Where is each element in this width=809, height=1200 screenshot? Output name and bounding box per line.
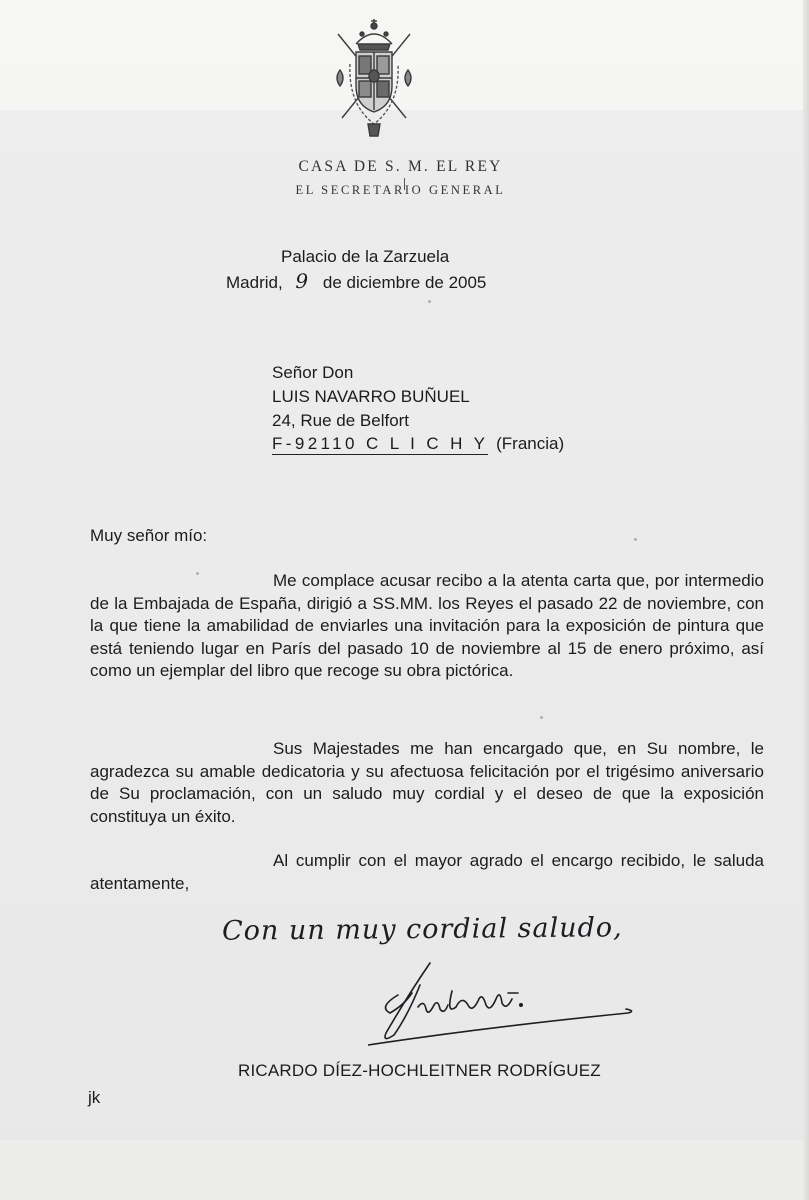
royal-crest-icon [326, 14, 422, 142]
signer-name: RICARDO DÍEZ-HOCHLEITNER RODRÍGUEZ [238, 1061, 601, 1080]
date-city: Madrid, [226, 273, 283, 292]
typist-initials: jk [88, 1088, 101, 1107]
scan-speck [540, 716, 543, 719]
salutation: Muy señor mío: [90, 526, 208, 545]
paragraph-2-text: Sus Majestades me han encargado que, en Su nombre, le agradezca su amable dedicatoria y su afectuosa felicitación por el trigésimo aniversario de Su proclamación, con un saludo muy cordial y el deseo de que la exposición constituya un éxito. [90, 739, 764, 826]
paragraph-1-text: Me complace acusar recibo a la atenta carta que, por intermedio de la Embajada de España, dirigió a SS.MM. los Reyes el pasado 22 de noviembre, con la que tiene la amabilidad de enviarles una invitación para la exposición de pintura que está teniendo lugar en París del pasado 10 de noviembre al 15 de enero próximo, así como un ejemplar del libro que recoge su obra pictórica. [90, 571, 764, 681]
scan-speck [428, 300, 431, 303]
letterhead-office: EL SECRETARIO GENERAL [295, 183, 506, 197]
scan-speck [196, 572, 199, 575]
scan-speck [634, 538, 637, 541]
recipient-country: (Francia) [496, 434, 565, 453]
paragraph-3-text: Al cumplir con el mayor agrado el encargo recibido, le saluda atentamente, [90, 851, 764, 893]
date-day-handwritten: 9 [295, 269, 309, 293]
paragraph-1 [90, 570, 764, 683]
recipient-city: F-92110 C L I C H Y [272, 434, 489, 453]
paragraph-2 [90, 738, 764, 828]
signature-icon [368, 955, 638, 1050]
recipient-city-line [272, 433, 564, 455]
recipient-street: 24, Rue de Belfort [272, 411, 410, 430]
handwritten-greeting: Con un muy cordial saludo, [221, 912, 623, 947]
place-line: Palacio de la Zarzuela [281, 247, 450, 266]
recipient-title: Señor Don [272, 363, 354, 382]
date-line [226, 270, 486, 294]
letterhead-house: CASA DE S. M. EL REY [298, 158, 503, 175]
paper-edge [803, 0, 809, 1200]
recipient-name: LUIS NAVARRO BUÑUEL [272, 387, 470, 406]
paragraph-3 [90, 850, 764, 895]
date-month-year: de diciembre de 2005 [322, 273, 487, 292]
